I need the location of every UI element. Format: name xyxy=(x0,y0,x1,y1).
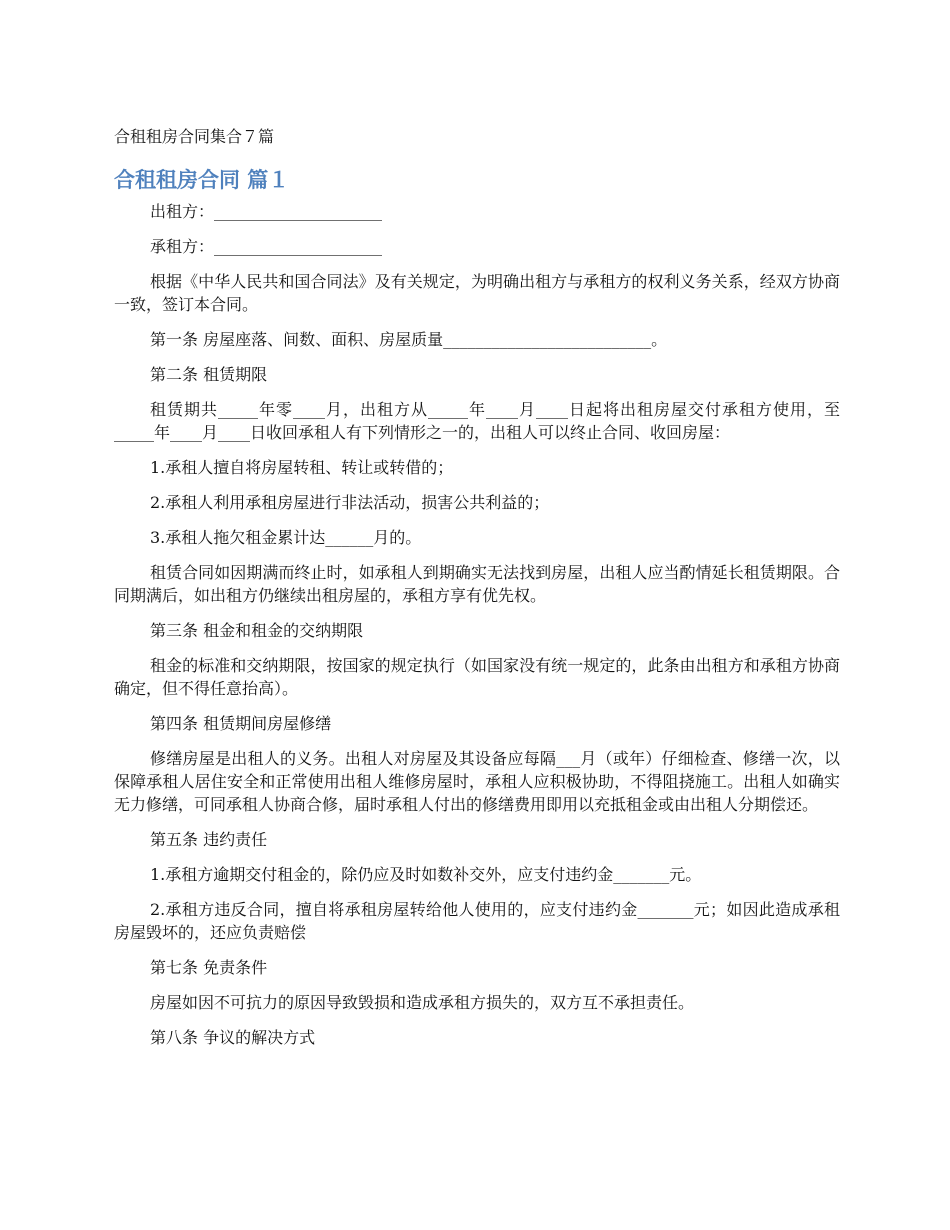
article-2-heading: 第二条 租赁期限 xyxy=(150,365,268,384)
list-item: 2.承租人利用承租房屋进行非法活动，损害公共利益的； xyxy=(150,493,550,512)
article-1: 第一条 房屋座落、间数、面积、房屋质量__________________________。 xyxy=(150,330,668,349)
article-4-heading: 第四条 租赁期间房屋修缮 xyxy=(150,714,332,733)
document-title: 合租租房合同集合７篇 xyxy=(114,127,275,146)
paragraph-lessee: 承租方：_____________________ xyxy=(150,237,383,256)
document-body xyxy=(114,200,840,1061)
list-item: 1.承租人擅自将房屋转租、转让或转借的； xyxy=(150,458,454,477)
list-item: 1.承租方逾期交付租金的，除仍应及时如数补交外，应支付违约金_______元。 xyxy=(150,865,702,884)
article-5-heading: 第五条 违约责任 xyxy=(150,830,268,849)
paragraph-force-majeure: 房屋如因不可抗力的原因导致毁损和造成承租方损失的，双方互不承担责任。 xyxy=(150,993,695,1012)
paragraph-rent: 租金的标准和交纳期限，按国家的规定执行（如国家没有统一规定的，此条由出租方和承租方协商确定，但不得任意抬高）。 xyxy=(114,656,840,698)
paragraph-preamble: 根据《中华人民共和国合同法》及有关规定，为明确出租方与承租方的权利义务关系，经双方协商一致，签订本合同。 xyxy=(114,272,840,314)
paragraph-lease-expiry: 租赁合同如因期满而终止时，如承租人到期确实无法找到房屋，出租人应当酌情延长租赁期限。合同期满后，如出租方仍继续出租房屋的，承租方享有优先权。 xyxy=(114,563,840,605)
article-7-heading: 第七条 免责条件 xyxy=(150,958,268,977)
article-8-heading: 第八条 争议的解决方式 xyxy=(150,1028,316,1047)
list-item: 3.承租人拖欠租金累计达______月的。 xyxy=(150,528,422,547)
paragraph-lessor: 出租方：_____________________ xyxy=(150,202,383,221)
paragraph-lease-term: 租赁期共_____年零____月，出租方从_____年____月____日起将出租房屋交付承租方使用，至_____年____月____日收回承租人有下列情形之一的，出租人可以终止合同、收回房屋： xyxy=(114,400,840,442)
list-item: 2.承租方违反合同，擅自将承租房屋转给他人使用的，应支付违约金_______元；如因此造成承租房屋毁坏的，还应负责赔偿 xyxy=(114,900,840,942)
article-3-heading: 第三条 租金和租金的交纳期限 xyxy=(150,621,364,640)
section-heading: 合租租房合同 篇１ xyxy=(114,168,290,192)
paragraph-repairs: 修缮房屋是出租人的义务。出租人对房屋及其设备应每隔___月（或年）仔细检查、修缮一次，以保障承租人居住安全和正常使用出租人维修房屋时，承租人应积极协助，不得阻挠施工。出租人如确实无力修缮，可同承租人协商合修，届时承租人付出的修缮费用即用以充抵租金或由出租人分期偿还。 xyxy=(114,749,840,814)
